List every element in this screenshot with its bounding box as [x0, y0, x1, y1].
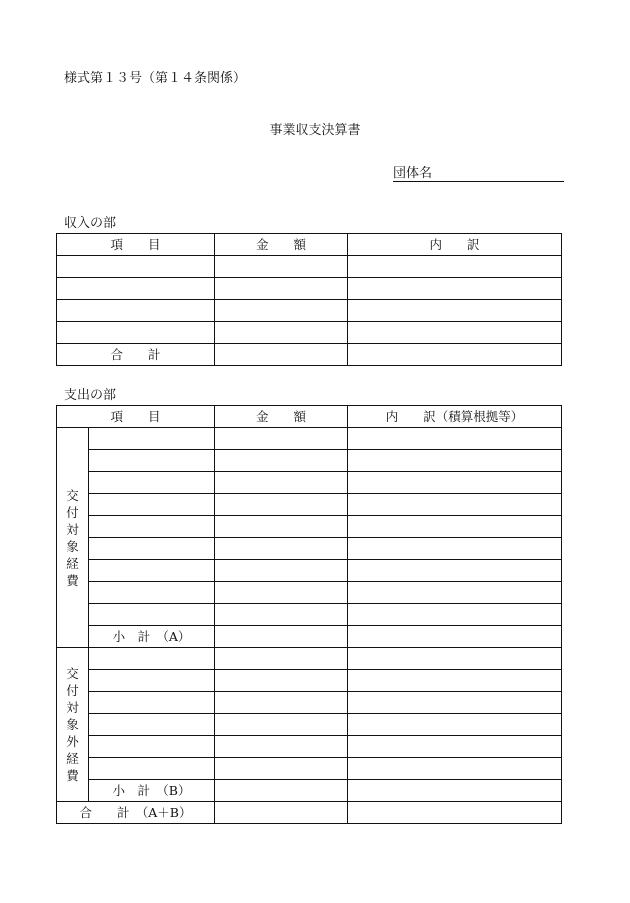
vertical-label-char: 経 — [66, 555, 79, 571]
income-amount-cell[interactable] — [215, 278, 348, 300]
income-total-amount-cell[interactable] — [215, 344, 348, 366]
document-title: 事業収支決算書 — [269, 123, 361, 138]
expense-amount-cell[interactable] — [215, 516, 348, 538]
vertical-label-char: 付 — [66, 504, 79, 520]
expense-amount-cell[interactable] — [215, 450, 348, 472]
expense-item-cell[interactable] — [89, 692, 215, 714]
income-header-item: 項 目 — [57, 234, 215, 256]
income-item-cell[interactable] — [57, 322, 215, 344]
income-breakdown-cell[interactable] — [348, 300, 562, 322]
expense-amount-cell[interactable] — [215, 472, 348, 494]
organization-name-label: 団体名 — [393, 166, 433, 181]
income-total-breakdown-cell[interactable] — [348, 344, 562, 366]
expense-item-cell[interactable] — [89, 428, 215, 450]
income-table — [56, 233, 562, 366]
expense-row — [57, 692, 562, 714]
subtotal-b-label: 小 計 （B） — [89, 780, 215, 802]
vertical-label-char: 経 — [66, 751, 79, 766]
expense-breakdown-cell[interactable] — [348, 648, 562, 670]
income-breakdown-cell[interactable] — [348, 256, 562, 278]
expense-row — [57, 736, 562, 758]
expense-breakdown-cell[interactable] — [348, 560, 562, 582]
income-item-cell[interactable] — [57, 278, 215, 300]
income-amount-cell[interactable] — [215, 256, 348, 278]
subtotal-a-breakdown-cell[interactable] — [348, 626, 562, 648]
expense-amount-cell[interactable] — [215, 692, 348, 714]
expense-amount-cell[interactable] — [215, 648, 348, 670]
expense-item-cell[interactable] — [89, 736, 215, 758]
expense-amount-cell[interactable] — [215, 494, 348, 516]
expense-row — [57, 538, 562, 560]
expense-item-cell[interactable] — [89, 538, 215, 560]
expense-breakdown-cell[interactable] — [348, 604, 562, 626]
vertical-label-char: 外 — [66, 734, 79, 749]
income-row — [57, 322, 562, 344]
grand-total-amount-cell[interactable] — [215, 802, 348, 824]
expense-amount-cell[interactable] — [215, 736, 348, 758]
expense-breakdown-cell[interactable] — [348, 582, 562, 604]
expense-item-cell[interactable] — [89, 670, 215, 692]
grand-total-label: 合 計 （A＋B） — [57, 802, 215, 824]
income-item-cell[interactable] — [57, 300, 215, 322]
expense-breakdown-cell[interactable] — [348, 516, 562, 538]
vertical-label-char: 象 — [66, 717, 79, 732]
income-section-label: 収入の部 — [64, 216, 117, 231]
expense-breakdown-cell[interactable] — [348, 472, 562, 494]
income-total-row — [57, 344, 562, 366]
expense-breakdown-cell[interactable] — [348, 714, 562, 736]
expense-item-cell[interactable] — [89, 714, 215, 736]
expense-row — [57, 428, 562, 450]
vertical-label-char: 費 — [66, 572, 79, 588]
expense-item-cell[interactable] — [89, 758, 215, 780]
expense-amount-cell[interactable] — [215, 538, 348, 560]
expense-row — [57, 560, 562, 582]
expense-breakdown-cell[interactable] — [348, 538, 562, 560]
vertical-label-char: 象 — [66, 538, 79, 554]
expense-breakdown-cell[interactable] — [348, 494, 562, 516]
income-item-cell[interactable] — [57, 256, 215, 278]
vertical-label-char: 付 — [66, 683, 79, 698]
income-row — [57, 256, 562, 278]
eligible-expenses-group-label — [57, 428, 89, 648]
expense-header-item: 項 目 — [57, 406, 215, 428]
expense-amount-cell[interactable] — [215, 670, 348, 692]
grand-total-row — [57, 802, 562, 824]
income-row — [57, 300, 562, 322]
subtotal-b-amount-cell[interactable] — [215, 780, 348, 802]
expense-row — [57, 450, 562, 472]
expense-item-cell[interactable] — [89, 560, 215, 582]
vertical-label-char: 交 — [66, 666, 79, 681]
expense-breakdown-cell[interactable] — [348, 450, 562, 472]
expense-item-cell[interactable] — [89, 648, 215, 670]
expense-amount-cell[interactable] — [215, 714, 348, 736]
expense-breakdown-cell[interactable] — [348, 670, 562, 692]
expense-row — [57, 472, 562, 494]
expense-table — [56, 405, 562, 824]
organization-name-field[interactable] — [393, 167, 564, 182]
expense-row — [57, 648, 562, 670]
income-row — [57, 278, 562, 300]
expense-section-label: 支出の部 — [64, 388, 117, 403]
expense-row — [57, 604, 562, 626]
expense-row — [57, 516, 562, 538]
income-amount-cell[interactable] — [215, 322, 348, 344]
expense-header-breakdown: 内 訳（積算根拠等） — [348, 406, 562, 428]
vertical-label-char: 交 — [66, 487, 79, 503]
expense-row — [57, 494, 562, 516]
expense-amount-cell[interactable] — [215, 758, 348, 780]
expense-row — [57, 582, 562, 604]
expense-amount-cell[interactable] — [215, 428, 348, 450]
expense-item-cell[interactable] — [89, 450, 215, 472]
expense-header-row — [57, 406, 562, 428]
subtotal-b-breakdown-cell[interactable] — [348, 780, 562, 802]
expense-item-cell[interactable] — [89, 516, 215, 538]
expense-breakdown-cell[interactable] — [348, 428, 562, 450]
expense-breakdown-cell[interactable] — [348, 692, 562, 714]
expense-breakdown-cell[interactable] — [348, 758, 562, 780]
vertical-label-char: 費 — [66, 768, 79, 783]
expense-item-cell[interactable] — [89, 604, 215, 626]
expense-item-cell[interactable] — [89, 472, 215, 494]
expense-row — [57, 714, 562, 736]
income-total-label: 合 計 — [57, 344, 215, 366]
income-header-row — [57, 234, 562, 256]
ineligible-expenses-group-label — [57, 648, 89, 802]
income-header-amount: 金 額 — [215, 234, 348, 256]
income-breakdown-cell[interactable] — [348, 322, 562, 344]
expense-row — [57, 670, 562, 692]
expense-item-cell[interactable] — [89, 582, 215, 604]
vertical-label-char: 対 — [66, 700, 79, 715]
income-header-breakdown: 内 訳 — [348, 234, 562, 256]
vertical-label-char: 対 — [66, 521, 79, 537]
income-amount-cell[interactable] — [215, 300, 348, 322]
expense-header-amount: 金 額 — [215, 406, 348, 428]
expense-amount-cell[interactable] — [215, 582, 348, 604]
expense-item-cell[interactable] — [89, 494, 215, 516]
expense-amount-cell[interactable] — [215, 604, 348, 626]
grand-total-breakdown-cell[interactable] — [348, 802, 562, 824]
expense-amount-cell[interactable] — [215, 560, 348, 582]
subtotal-b-row — [57, 780, 562, 802]
subtotal-a-amount-cell[interactable] — [215, 626, 348, 648]
expense-breakdown-cell[interactable] — [348, 736, 562, 758]
form-number: 様式第１３号（第１４条関係） — [64, 71, 247, 86]
expense-row — [57, 758, 562, 780]
income-breakdown-cell[interactable] — [348, 278, 562, 300]
subtotal-a-row — [57, 626, 562, 648]
subtotal-a-label: 小 計 （A） — [89, 626, 215, 648]
